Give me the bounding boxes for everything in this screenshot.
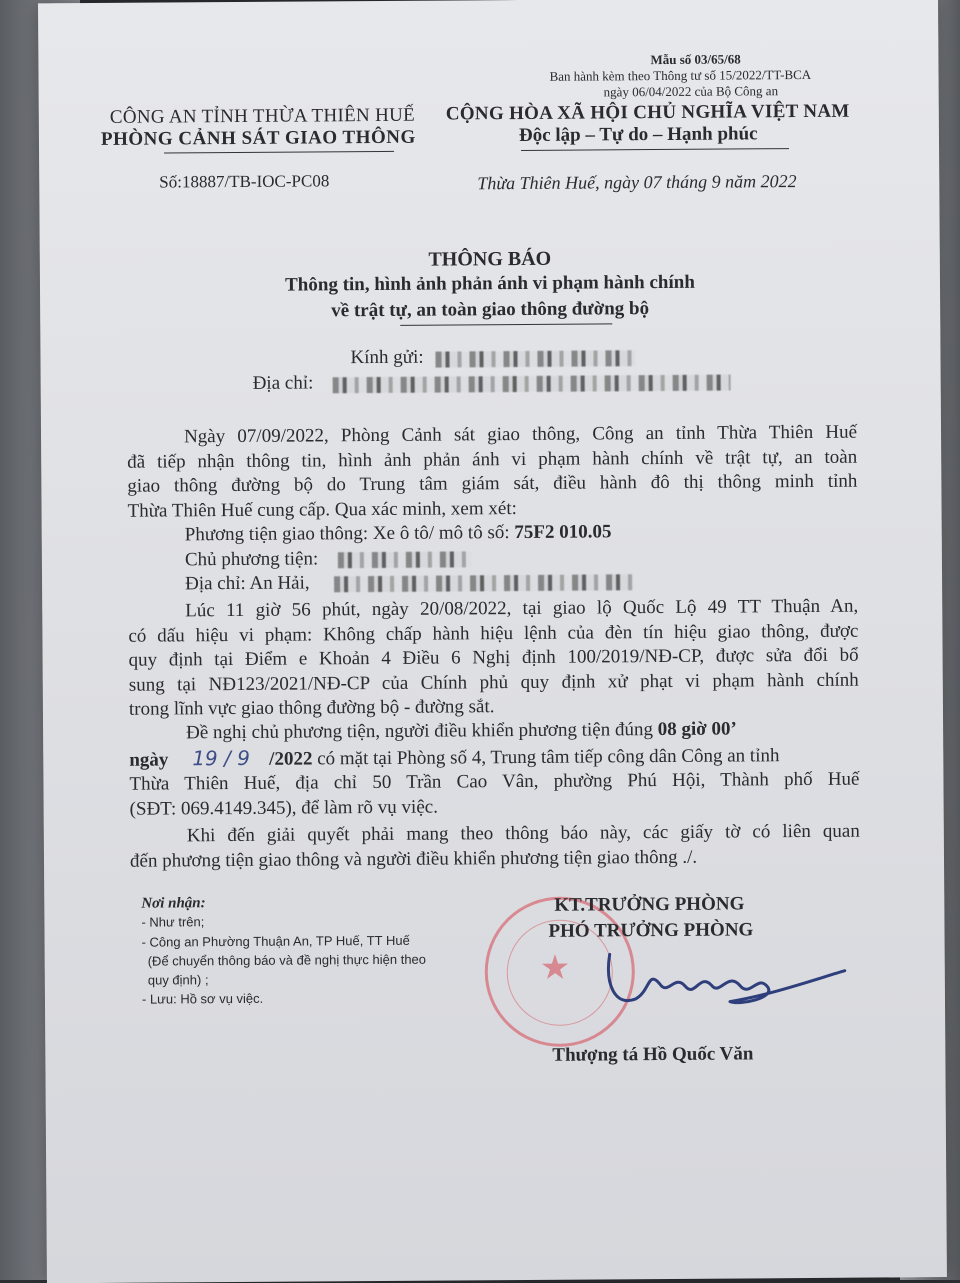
license-plate: 75F2 010.05 — [514, 521, 612, 544]
document-number: Số:18887/TB-IOC-PC08 — [159, 171, 330, 192]
text-line: quy định tại Điểm e Khoản 4 Điều 6 Nghị định 100/2019/NĐ-CP, được sửa đổi bổ — [128, 644, 859, 671]
document-subtitle-1: Thông tin, hình ảnh phản ánh vi phạm hành chính — [285, 271, 695, 296]
agency-name: CÔNG AN TỈNH THỪA THIÊN HUẾ — [109, 104, 416, 128]
document-page — [38, 0, 947, 1283]
text-line: Khi đến giải quyết phải mang theo thông báo này, các giấy tờ có liên quan — [186, 820, 860, 847]
paragraph-violation — [128, 595, 859, 723]
text-line: Ngày 07/09/2022, Phòng Cảnh sát giao thông, Công an tỉnh Thừa Thiên Huế — [183, 421, 858, 448]
address-label: Địa chỉ: — [252, 372, 314, 394]
text-line: đã tiếp nhận thông tin, hình ảnh phản ánh vi phạm hành chính về trật tự, an toàn — [127, 446, 858, 473]
text-line: Lúc 11 giờ 56 phút, ngày 20/08/2022, tại giao lộ Quốc Lộ 49 TT Thuận An, — [185, 595, 859, 622]
text-line: sung tại NĐ123/2021/NĐ-CP của Chính phủ quy định xử phạt vi phạm hành chính — [128, 669, 859, 696]
divider-right — [521, 148, 789, 151]
text-line: Thừa Thiên Huế, địa chỉ 50 Trần Cao Vân, phường Phú Hội, Thành phố Huế — [129, 768, 860, 795]
signer-name: Thượng tá Hồ Quốc Văn — [552, 1043, 754, 1066]
issued-by-line1: Ban hành kèm theo Thông tư số 15/2022/TT-BCA — [549, 66, 812, 84]
signature-title-2: PHÓ TRƯỞNG PHÒNG — [548, 919, 754, 942]
recipient-item: quy định) ; — [147, 972, 209, 988]
redacted-recipient-address — [333, 375, 731, 394]
signature-title-1: KT.TRƯỞNG PHÒNG — [554, 893, 745, 916]
paragraph-closing — [130, 820, 860, 874]
text-line: có mặt tại Phòng số 4, Trung tâm tiếp công dân Công an tỉnh — [312, 744, 780, 769]
recipient-item: - Lưu: Hồ sơ vụ việc. — [141, 990, 264, 1007]
handwritten-signature — [590, 943, 851, 1025]
text-line: (SĐT: 069.4149.345), để làm rõ vụ việc. — [129, 796, 438, 820]
national-title: CỘNG HÒA XÃ HỘI CHỦ NGHĨA VIỆT NAM — [445, 100, 850, 125]
national-motto: Độc lập – Tự do – Hạnh phúc — [518, 123, 758, 146]
paragraph-summons — [129, 717, 860, 822]
to-label: Kính gửi: — [350, 346, 424, 369]
place-date: Thừa Thiên Huế, ngày 07 tháng 9 năm 2022 — [477, 171, 797, 194]
department-name: PHÒNG CẢNH SÁT GIAO THÔNG — [100, 126, 416, 150]
owner-label: Chủ phương tiện: — [184, 547, 319, 570]
text-line: trong lĩnh vực giao thông đường bộ - đường sắt. — [128, 696, 495, 720]
vehicle-label: Phương tiện giao thông: Xe ô tô/ mô tô số: — [184, 522, 515, 546]
text-line: có dấu hiệu vi phạm: Không chấp hành hiệu lệnh của đèn tín hiệu giao thông, được — [128, 620, 859, 647]
appointment-year: /2022 — [269, 747, 313, 770]
recipients-heading: Nơi nhận: — [141, 895, 206, 912]
document-title: THÔNG BÁO — [428, 247, 552, 271]
paragraph-intro — [127, 421, 858, 524]
document-subtitle-2: về trật tự, an toàn giao thông đường bộ — [331, 298, 650, 322]
text-line: giao thông đường bộ do Trung tâm giám sát, điều hành đô thị thông minh tỉnh — [127, 470, 858, 497]
form-number: Mẫu số 03/65/68 — [650, 51, 741, 68]
redacted-owner-address — [334, 574, 634, 592]
issued-by-line2: ngày 06/04/2022 của Bộ Công an — [603, 83, 779, 100]
subtitle-underline — [400, 323, 612, 325]
text-line: Thừa Thiên Huế cung cấp. Qua xác minh, xem xét: — [127, 497, 517, 522]
recipient-item: - Công an Phường Thuận An, TP Huế, TT Huế — [141, 932, 410, 950]
text-line: Đề nghị chủ phương tiện, người điều khiển phương tiện đúng — [186, 719, 658, 744]
text-line: đến phương tiện giao thông và người điều khiển phương tiện giao thông ./. — [129, 846, 698, 872]
owner-address-label: Địa chỉ: An Hải, — [184, 572, 310, 595]
divider-left — [164, 151, 394, 154]
redacted-owner-name — [338, 551, 472, 568]
appointment-time: 08 giờ 00’ — [657, 718, 737, 741]
day-label: ngày — [129, 748, 174, 771]
recipient-item: - Như trên; — [141, 914, 205, 930]
handwritten-date: 19 / 9 — [192, 745, 251, 770]
redacted-recipient-name — [435, 350, 635, 367]
recipient-item: (Để chuyển thông báo và đề nghị thực hiện theo — [147, 951, 427, 969]
seal-star-icon: ★ — [539, 949, 571, 987]
